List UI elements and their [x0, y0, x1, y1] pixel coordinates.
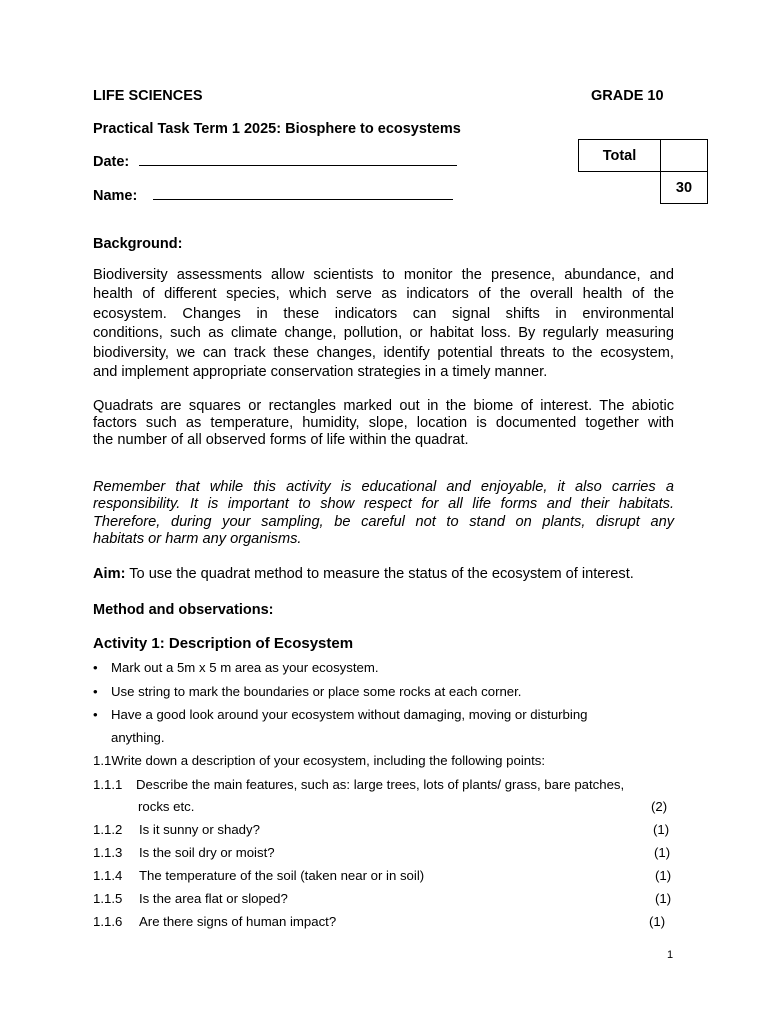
background-paragraph-1: [93, 266, 674, 382]
text-line: Remember that while this activity is educational and enjoyable, it also carries a: [93, 479, 674, 495]
background-heading: Background:: [93, 236, 183, 252]
text-line: and implement appropriate conservation strategies in a timely manner.: [93, 364, 548, 381]
question-text-continuation: rocks etc.: [138, 799, 195, 814]
question-text: Describe the main features, such as: large trees, lots of plants/ grass, bare patches,: [136, 777, 625, 792]
bullet-icon: •: [93, 684, 98, 699]
text-line: ecosystem. Changes in these indicators can signal shifts in environmental: [93, 305, 674, 322]
text-line: health of different species, which serve as indicators of the overall health of the: [93, 286, 674, 303]
question-1-1-1: [93, 777, 122, 792]
text-line: responsibility. It is important to show respect for all life forms and their habitats.: [93, 496, 674, 513]
date-field: [93, 154, 457, 170]
text-line: Biodiversity assessments allow scientists to monitor the presence, abundance, and: [93, 267, 674, 283]
total-box: [578, 139, 708, 204]
method-heading: Method and observations:: [93, 602, 274, 618]
page-number: 1: [667, 949, 674, 961]
question-intro: 1.1Write down a description of your ecosystem, including the following points:: [93, 753, 546, 768]
safety-note: [93, 479, 674, 549]
question-text: Is it sunny or shady?: [139, 822, 260, 837]
background-paragraph-2: [93, 398, 674, 449]
total-score-cell: [661, 140, 708, 172]
question-marks: (1): [654, 845, 671, 860]
question-marks: (1): [655, 891, 672, 906]
date-line: [139, 165, 457, 166]
name-line: [153, 199, 453, 200]
list-item-continuation: anything.: [111, 730, 165, 745]
activity-1-heading: Activity 1: Description of Ecosystem: [93, 635, 354, 652]
question-number: 1.1.3: [93, 845, 123, 860]
total-value: 30: [661, 172, 708, 204]
subject-title: LIFE SCIENCES: [93, 88, 203, 104]
text-line: biodiversity, we can track these changes, identify potential threats to the ecosystem,: [93, 344, 674, 361]
name-label: Name:: [93, 188, 138, 204]
text-line: conditions, such as climate change, pollution, or habitat loss. By regularly measuring: [93, 325, 674, 342]
name-field: [93, 188, 453, 204]
question-marks: (2): [651, 799, 668, 814]
question-number: 1.1.5: [93, 891, 123, 906]
question-number: 1.1.6: [93, 914, 123, 929]
text-line: factors such as temperature, humidity, slope, location is documented together with: [93, 415, 674, 431]
grade-title: GRADE 10: [591, 88, 664, 104]
aim-text: To use the quadrat method to measure the status of the ecosystem of interest.: [125, 566, 634, 582]
text-line: the number of all observed forms of life within the quadrat.: [93, 432, 469, 448]
question-marks: (1): [653, 822, 670, 837]
date-label: Date:: [93, 154, 130, 170]
question-number: 1.1.4: [93, 868, 123, 883]
task-title: Practical Task Term 1 2025: Biosphere to ecosystems: [93, 121, 461, 137]
question-number: 1.1.1: [93, 777, 123, 792]
text-line: Quadrats are squares or rectangles marked out in the biome of interest. The abiotic: [93, 398, 674, 414]
list-item: • Have a good look around your ecosystem without damaging, moving or disturbing: [93, 707, 588, 722]
aim-statement: [93, 566, 634, 582]
bullet-icon: •: [93, 660, 98, 675]
list-item: • Use string to mark the boundaries or place some rocks at each corner.: [93, 684, 522, 699]
question-number: 1.1.2: [93, 822, 123, 837]
question-marks: (1): [649, 914, 666, 929]
total-label: Total: [579, 140, 661, 172]
question-text: The temperature of the soil (taken near or in soil): [139, 868, 425, 883]
text-line: habitats or harm any organisms.: [93, 531, 302, 548]
question-text: Are there signs of human impact?: [139, 914, 337, 929]
list-item: • Mark out a 5m x 5 m area as your ecosystem.: [93, 660, 379, 675]
bullet-icon: •: [93, 707, 98, 722]
question-text: Is the area flat or sloped?: [139, 891, 288, 906]
question-text: Is the soil dry or moist?: [139, 845, 275, 860]
aim-label: Aim:: [93, 566, 126, 582]
question-marks: (1): [655, 868, 672, 883]
text-line: Therefore, during your sampling, be careful not to stand on plants, disrupt any: [93, 513, 674, 530]
